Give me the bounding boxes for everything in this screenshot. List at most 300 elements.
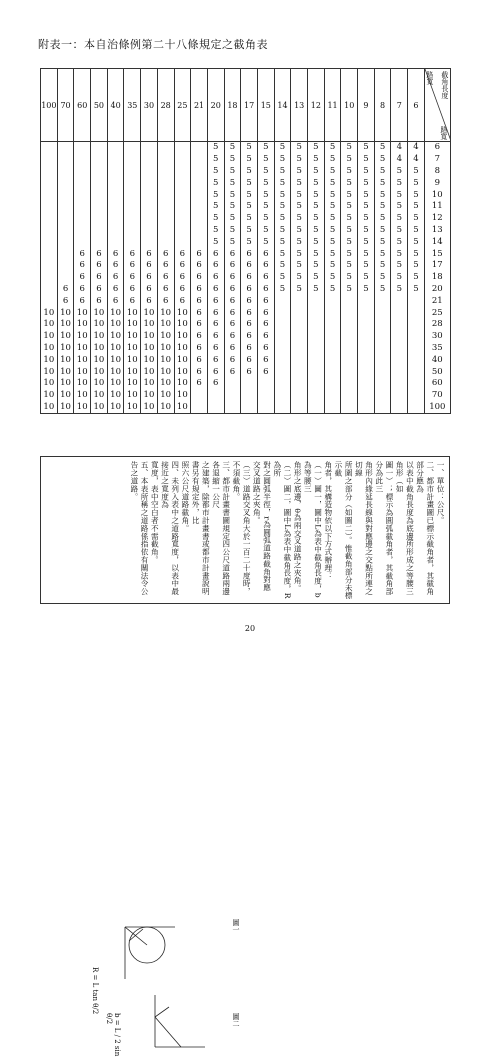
row-label: 12 — [424, 213, 450, 225]
table-cell — [274, 390, 291, 402]
table-cell — [41, 166, 58, 178]
table-cell: 10 — [57, 343, 74, 355]
table-cell: 5 — [308, 142, 325, 154]
table-cell: 10 — [41, 307, 58, 319]
table-cell: 10 — [57, 402, 74, 414]
table-cell — [191, 177, 208, 189]
table-cell — [341, 319, 358, 331]
column-header: 50 — [91, 69, 108, 142]
table-cell: 5 — [308, 189, 325, 201]
table-cell: 6 — [141, 272, 158, 284]
row-label: 8 — [424, 166, 450, 178]
table-cell — [324, 295, 341, 307]
table-cell: 10 — [174, 307, 191, 319]
note-line: 圖一）；標示為圓弧截角者，其截角部分為此三 — [374, 461, 394, 596]
table-cell: 6 — [91, 260, 108, 272]
table-cell — [74, 201, 91, 213]
table-cell — [157, 166, 174, 178]
table-cell: 10 — [124, 331, 141, 343]
table-cell: 5 — [324, 260, 341, 272]
table-cell: 10 — [107, 366, 124, 378]
table-cell — [341, 295, 358, 307]
table-cell: 10 — [74, 402, 91, 414]
note-line: 對之圓弧半徑，r為圓弧道路截角對應 — [262, 461, 272, 592]
table-cell: 5 — [341, 236, 358, 248]
table-cell — [291, 366, 308, 378]
row-label: 18 — [424, 272, 450, 284]
table-cell: 6 — [241, 260, 258, 272]
table-cell: 10 — [107, 402, 124, 414]
table-row — [41, 189, 451, 201]
row-label: 30 — [424, 331, 450, 343]
table-cell: 5 — [391, 177, 408, 189]
table-cell: 5 — [408, 213, 425, 225]
table-cell: 5 — [207, 189, 224, 201]
table-cell: 10 — [157, 331, 174, 343]
row-label: 35 — [424, 343, 450, 355]
table-cell: 6 — [74, 295, 91, 307]
table-cell: 10 — [174, 331, 191, 343]
table-cell — [408, 307, 425, 319]
table-cell: 6 — [257, 319, 274, 331]
table-cell: 5 — [358, 201, 375, 213]
table-row — [41, 402, 451, 414]
table-cell — [341, 390, 358, 402]
table-cell — [124, 201, 141, 213]
table-cell: 5 — [274, 248, 291, 260]
table-cell — [191, 402, 208, 414]
table-cell — [291, 319, 308, 331]
table-cell — [324, 331, 341, 343]
table-cell — [141, 166, 158, 178]
row-label: 40 — [424, 354, 450, 366]
document-title: 附表一：本自治條例第二十八條規定之截角表 — [38, 38, 268, 51]
table-cell: 10 — [141, 307, 158, 319]
row-label: 60 — [424, 378, 450, 390]
table-row — [41, 295, 451, 307]
table-row — [41, 260, 451, 272]
table-cell: 5 — [391, 272, 408, 284]
table-cell: 6 — [191, 354, 208, 366]
table-cell: 5 — [341, 284, 358, 296]
table-cell: 6 — [224, 295, 241, 307]
chamfer-grid — [40, 68, 451, 414]
table-cell — [324, 307, 341, 319]
figure1-base — [155, 1017, 181, 1047]
table-cell: 5 — [374, 177, 391, 189]
table-cell: 6 — [257, 295, 274, 307]
table-cell — [391, 366, 408, 378]
table-cell — [157, 142, 174, 154]
table-cell: 5 — [358, 166, 375, 178]
table-cell: 10 — [174, 366, 191, 378]
note-line: 不須截角。 — [231, 461, 241, 501]
table-cell — [191, 166, 208, 178]
table-cell — [308, 331, 325, 343]
table-cell — [191, 201, 208, 213]
figure2-label: 圖二 — [232, 1013, 240, 1027]
table-cell: 10 — [174, 402, 191, 414]
row-label: 100 — [424, 402, 450, 414]
table-cell — [391, 402, 408, 414]
table-cell — [308, 378, 325, 390]
table-cell — [291, 354, 308, 366]
table-cell: 6 — [191, 272, 208, 284]
table-cell — [241, 402, 258, 414]
table-row — [41, 354, 451, 366]
table-cell: 5 — [274, 236, 291, 248]
table-cell — [174, 225, 191, 237]
table-cell: 6 — [124, 295, 141, 307]
table-cell — [374, 295, 391, 307]
table-cell — [91, 201, 108, 213]
table-cell: 10 — [174, 343, 191, 355]
table-cell: 10 — [57, 390, 74, 402]
table-cell — [124, 142, 141, 154]
table-cell: 5 — [358, 284, 375, 296]
note-line: 角形之底邊，θ為兩交叉道路之夾角。 — [293, 461, 303, 593]
table-cell: 5 — [308, 177, 325, 189]
table-cell — [41, 201, 58, 213]
table-cell: 5 — [224, 154, 241, 166]
table-cell: 6 — [174, 295, 191, 307]
table-cell — [191, 236, 208, 248]
table-cell: 10 — [157, 343, 174, 355]
table-cell: 5 — [291, 177, 308, 189]
table-cell: 6 — [124, 272, 141, 284]
table-cell: 5 — [241, 177, 258, 189]
table-cell — [107, 189, 124, 201]
table-cell — [107, 225, 124, 237]
table-cell: 5 — [274, 213, 291, 225]
table-cell — [124, 236, 141, 248]
table-cell — [41, 284, 58, 296]
table-cell — [291, 343, 308, 355]
table-cell: 6 — [207, 378, 224, 390]
figure2-radius — [125, 927, 147, 945]
table-cell: 5 — [274, 225, 291, 237]
table-cell: 10 — [74, 331, 91, 343]
corner-label-bottom: 路寬 — [439, 126, 448, 140]
note-line: 照六公尺道路截角。 — [180, 461, 190, 533]
table-cell — [274, 343, 291, 355]
table-cell: 5 — [358, 248, 375, 260]
table-cell: 6 — [191, 284, 208, 296]
table-cell — [358, 366, 375, 378]
table-cell — [57, 272, 74, 284]
table-cell: 5 — [391, 213, 408, 225]
table-cell: 5 — [257, 166, 274, 178]
table-cell: 5 — [358, 154, 375, 166]
row-label: 10 — [424, 189, 450, 201]
table-cell — [341, 378, 358, 390]
table-cell — [341, 354, 358, 366]
table-cell: 6 — [207, 319, 224, 331]
table-cell: 5 — [341, 225, 358, 237]
table-cell: 5 — [274, 166, 291, 178]
table-cell — [274, 307, 291, 319]
table-cell: 6 — [224, 343, 241, 355]
table-cell: 5 — [241, 142, 258, 154]
table-cell: 10 — [157, 354, 174, 366]
table-cell — [124, 177, 141, 189]
table-cell: 6 — [107, 248, 124, 260]
table-cell: 5 — [241, 201, 258, 213]
table-cell — [308, 295, 325, 307]
table-row — [41, 142, 451, 154]
table-cell: 10 — [57, 378, 74, 390]
note-line: 所圍之部分（如圖二）。惟截角部分未標示截 — [333, 461, 354, 600]
table-cell: 10 — [157, 307, 174, 319]
table-cell — [308, 402, 325, 414]
table-cell: 6 — [91, 272, 108, 284]
table-cell — [324, 343, 341, 355]
table-cell: 5 — [341, 177, 358, 189]
table-cell: 5 — [257, 201, 274, 213]
table-cell — [341, 331, 358, 343]
table-row — [41, 225, 451, 237]
table-cell — [408, 390, 425, 402]
table-cell: 6 — [74, 284, 91, 296]
table-cell — [358, 378, 375, 390]
table-cell: 10 — [141, 331, 158, 343]
figure1-label: 圖一 — [232, 919, 240, 933]
table-cell: 5 — [291, 189, 308, 201]
table-cell: 5 — [391, 260, 408, 272]
table-cell: 6 — [257, 284, 274, 296]
table-cell: 5 — [274, 177, 291, 189]
table-cell: 10 — [41, 378, 58, 390]
table-cell: 5 — [324, 166, 341, 178]
table-cell: 10 — [107, 343, 124, 355]
table-cell: 5 — [408, 201, 425, 213]
table-cell — [257, 378, 274, 390]
table-row — [41, 284, 451, 296]
note-line: 寬度，表中空白者不需截角。 — [150, 461, 160, 564]
table-cell — [174, 177, 191, 189]
table-cell — [358, 307, 375, 319]
table-cell — [374, 366, 391, 378]
table-cell — [124, 154, 141, 166]
table-cell: 6 — [257, 343, 274, 355]
table-cell: 10 — [41, 331, 58, 343]
note-line: 三、都市計畫書圖規定四公尺道路兩邊各退縮一公尺 — [211, 461, 231, 596]
column-header: 14 — [274, 69, 291, 142]
table-cell: 10 — [41, 343, 58, 355]
table-cell — [291, 307, 308, 319]
table-cell: 10 — [141, 319, 158, 331]
table-cell: 5 — [324, 272, 341, 284]
table-cell — [341, 343, 358, 355]
table-cell: 5 — [224, 213, 241, 225]
table-cell: 5 — [374, 260, 391, 272]
table-cell: 10 — [157, 319, 174, 331]
note-line: 四、未列入表中之道路寬度，以表中最接近之寬度為 — [160, 461, 180, 596]
table-cell: 5 — [358, 177, 375, 189]
column-header: 7 — [391, 69, 408, 142]
table-cell — [291, 378, 308, 390]
table-cell — [141, 142, 158, 154]
column-header: 35 — [124, 69, 141, 142]
figure1-formula: b = L / 2 sin θ/2 — [105, 1013, 121, 1057]
row-label: 21 — [424, 295, 450, 307]
table-cell — [107, 166, 124, 178]
table-cell: 5 — [224, 142, 241, 154]
table-cell — [274, 366, 291, 378]
table-cell: 6 — [141, 248, 158, 260]
table-cell: 10 — [124, 354, 141, 366]
table-cell: 5 — [207, 177, 224, 189]
table-cell: 5 — [241, 189, 258, 201]
row-label: 7 — [424, 154, 450, 166]
table-cell — [358, 343, 375, 355]
table-cell — [41, 154, 58, 166]
table-cell: 5 — [374, 284, 391, 296]
table-cell: 6 — [124, 260, 141, 272]
table-cell — [374, 307, 391, 319]
table-row — [41, 390, 451, 402]
row-label: 25 — [424, 307, 450, 319]
table-cell: 5 — [291, 142, 308, 154]
table-cell — [341, 366, 358, 378]
table-cell: 5 — [341, 260, 358, 272]
table-cell: 6 — [224, 366, 241, 378]
figure1-diagram — [155, 995, 205, 1047]
table-cell — [157, 154, 174, 166]
table-cell — [274, 295, 291, 307]
table-cell: 10 — [124, 307, 141, 319]
note-line: 一、單位：公尺。 — [436, 461, 445, 525]
table-cell: 10 — [141, 343, 158, 355]
table-header-row — [41, 69, 451, 142]
table-cell — [141, 213, 158, 225]
page-number: 20 — [244, 624, 256, 633]
table-cell — [41, 142, 58, 154]
table-cell — [191, 142, 208, 154]
table-cell: 6 — [57, 284, 74, 296]
table-cell — [358, 354, 375, 366]
table-row — [41, 343, 451, 355]
table-cell: 10 — [174, 378, 191, 390]
table-cell: 5 — [374, 166, 391, 178]
table-cell: 5 — [324, 177, 341, 189]
table-cell: 5 — [207, 225, 224, 237]
table-cell: 10 — [57, 354, 74, 366]
table-cell — [308, 307, 325, 319]
column-header: 30 — [141, 69, 158, 142]
table-cell — [107, 177, 124, 189]
table-row — [41, 366, 451, 378]
table-cell: 5 — [207, 142, 224, 154]
table-cell — [374, 402, 391, 414]
table-cell: 10 — [174, 390, 191, 402]
table-cell — [241, 390, 258, 402]
row-label: 17 — [424, 260, 450, 272]
row-label: 15 — [424, 248, 450, 260]
table-cell: 5 — [324, 213, 341, 225]
column-header: 9 — [358, 69, 375, 142]
table-cell — [274, 402, 291, 414]
table-cell: 4 — [391, 142, 408, 154]
column-header: 10 — [341, 69, 358, 142]
table-cell: 10 — [91, 331, 108, 343]
table-cell: 5 — [257, 236, 274, 248]
table-cell: 6 — [207, 295, 224, 307]
table-cell: 6 — [141, 284, 158, 296]
table-cell: 6 — [91, 295, 108, 307]
table-cell: 10 — [41, 319, 58, 331]
table-cell — [257, 402, 274, 414]
table-row — [41, 177, 451, 189]
table-cell — [74, 154, 91, 166]
table-cell: 6 — [191, 331, 208, 343]
table-cell — [41, 225, 58, 237]
table-cell: 6 — [241, 248, 258, 260]
table-cell: 5 — [324, 248, 341, 260]
table-cell — [324, 319, 341, 331]
row-label: 6 — [424, 142, 450, 154]
table-cell: 6 — [241, 354, 258, 366]
table-cell — [224, 402, 241, 414]
table-row — [41, 248, 451, 260]
table-cell: 10 — [157, 366, 174, 378]
row-label: 9 — [424, 177, 450, 189]
table-row — [41, 378, 451, 390]
table-cell: 5 — [291, 236, 308, 248]
table-cell — [191, 225, 208, 237]
column-header: 15 — [257, 69, 274, 142]
note-line: （二）圖二，圖中L為表中截角長度，R為所 — [272, 461, 292, 599]
table-cell: 5 — [308, 260, 325, 272]
table-cell — [324, 402, 341, 414]
table-cell — [91, 236, 108, 248]
table-cell: 10 — [124, 402, 141, 414]
table-cell: 5 — [358, 236, 375, 248]
table-cell — [74, 177, 91, 189]
table-cell: 6 — [74, 248, 91, 260]
table-cell: 6 — [241, 272, 258, 284]
table-cell: 6 — [207, 343, 224, 355]
table-cell — [91, 177, 108, 189]
table-cell: 5 — [408, 284, 425, 296]
table-cell: 5 — [408, 225, 425, 237]
table-cell: 5 — [207, 213, 224, 225]
table-cell — [358, 295, 375, 307]
table-cell — [74, 236, 91, 248]
table-cell — [408, 366, 425, 378]
table-cell: 10 — [74, 307, 91, 319]
column-header: 13 — [291, 69, 308, 142]
table-row — [41, 236, 451, 248]
table-cell — [91, 166, 108, 178]
table-cell: 5 — [257, 177, 274, 189]
table-cell — [91, 225, 108, 237]
table-cell: 5 — [324, 284, 341, 296]
table-cell — [191, 390, 208, 402]
table-cell: 6 — [207, 260, 224, 272]
table-row — [41, 213, 451, 225]
corner-label-top: 截角長度 — [440, 71, 449, 99]
table-cell — [157, 201, 174, 213]
table-cell: 6 — [257, 366, 274, 378]
table-cell — [41, 248, 58, 260]
figure2-formula: R = L tan θ/2 — [91, 967, 99, 1015]
table-cell: 5 — [257, 189, 274, 201]
table-cell: 5 — [308, 213, 325, 225]
table-cell: 6 — [224, 307, 241, 319]
table-cell — [374, 354, 391, 366]
table-cell: 5 — [374, 225, 391, 237]
